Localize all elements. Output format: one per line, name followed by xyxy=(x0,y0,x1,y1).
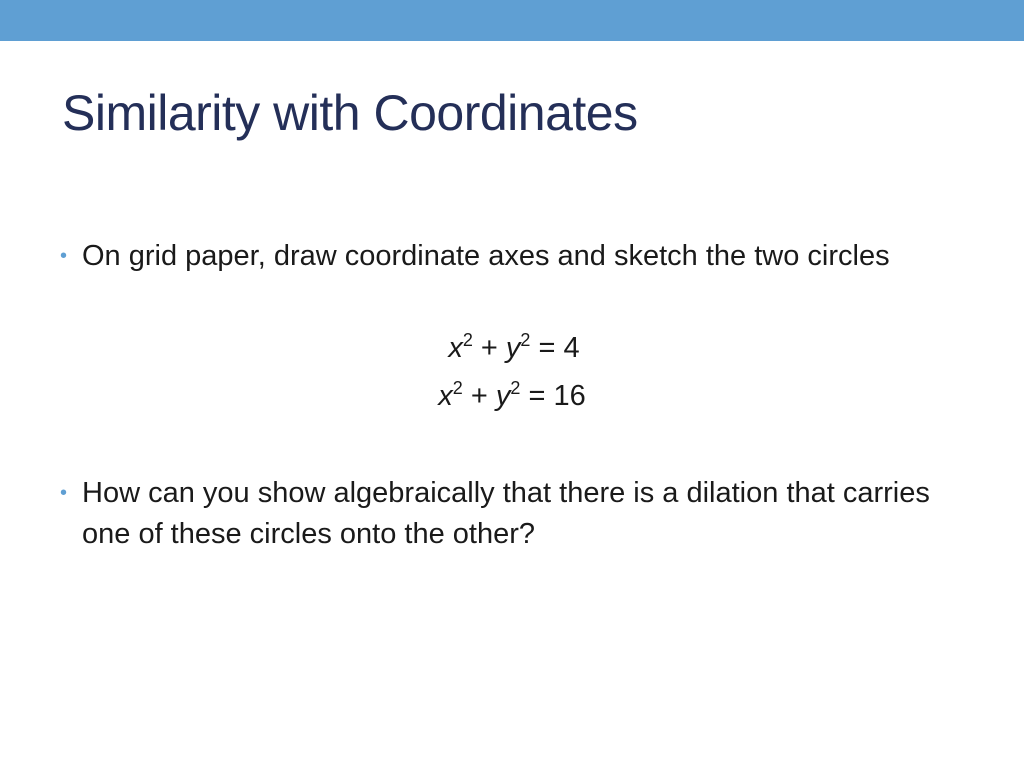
equation-equals: = xyxy=(528,380,546,412)
bullet-item-dilation-question xyxy=(60,473,962,555)
equation-variable-x: x xyxy=(438,380,453,412)
equation-exponent: 2 xyxy=(510,378,521,398)
equation-variable-y: y xyxy=(505,332,521,364)
equation-rhs: 16 xyxy=(553,380,586,412)
bullet-item-draw-circles xyxy=(60,236,962,277)
bullet-text: On grid paper, draw coordinate axes and sketch the two circles xyxy=(82,240,890,272)
top-accent-bar xyxy=(0,0,1024,41)
equation-plus: + xyxy=(470,380,488,412)
slide-title: Similarity with Coordinates xyxy=(62,85,638,141)
equation-variable-y: y xyxy=(495,380,511,412)
equation-plus: + xyxy=(480,332,498,364)
equation-exponent: 2 xyxy=(520,330,531,350)
equation-equals: = xyxy=(538,332,556,364)
bullet-text: How can you show algebraically that there is a dilation that carries one of these circles onto the other? xyxy=(82,477,930,550)
bullet-marker: • xyxy=(60,245,68,267)
equation-variable-x: x xyxy=(448,332,463,364)
equation-exponent: 2 xyxy=(452,378,463,398)
equation-rhs: 4 xyxy=(563,332,580,364)
equation-small-circle xyxy=(0,330,1024,366)
equation-exponent: 2 xyxy=(462,330,473,350)
equation-large-circle xyxy=(0,378,1024,414)
bullet-marker: • xyxy=(60,482,68,504)
